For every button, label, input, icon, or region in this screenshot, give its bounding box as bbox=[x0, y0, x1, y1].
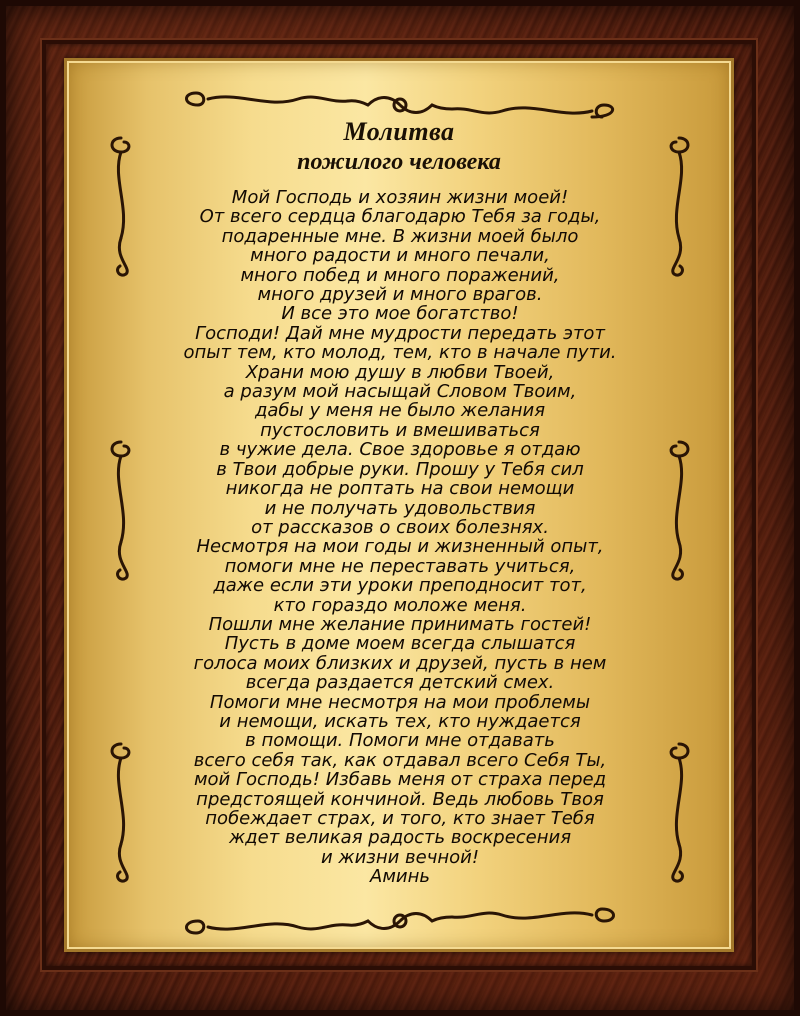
prayer-line: Пусть в доме моем всегда слышатся bbox=[224, 633, 576, 655]
prayer-line: всегда раздается детский смех. bbox=[245, 672, 555, 694]
prayer-line: кто гораздо моложе меня. bbox=[273, 594, 527, 616]
prayer-line: в чужие дела. Свое здоровье я отдаю bbox=[219, 439, 581, 461]
prayer-text bbox=[100, 188, 700, 887]
prayer-line: много друзей и много врагов. bbox=[257, 284, 543, 306]
bottom-scroll-ornament bbox=[178, 904, 622, 938]
prayer-line: Мой Господь и хозяин жизни моей! bbox=[231, 187, 569, 208]
prayer-line: Пошли мне желание принимать гостей! bbox=[208, 613, 592, 635]
prayer-line: и не получать удовольствия bbox=[264, 497, 536, 519]
prayer-line: в Твои добрые руки. Прошу у Тебя сил bbox=[216, 458, 584, 480]
prayer-line: голоса моих близких и друзей, пусть в нем bbox=[193, 652, 607, 674]
prayer-line: подаренные мне. В жизни моей было bbox=[221, 225, 579, 247]
prayer-line: много радости и много печали, bbox=[250, 245, 550, 267]
prayer-line: Храни мою душу в любви Твоей, bbox=[245, 361, 555, 383]
prayer-line: предстоящей кончиной. Ведь любовь Твоя bbox=[196, 788, 604, 810]
prayer-line: от рассказов о своих болезнях. bbox=[251, 516, 549, 538]
prayer-line: опыт тем, кто молод, тем, кто в начале пути. bbox=[183, 342, 617, 364]
prayer-line: и жизни вечной! bbox=[320, 846, 480, 868]
prayer-line: а разум мой насыщай Словом Твоим, bbox=[223, 381, 577, 403]
prayer-line: Помоги мне несмотря на мои проблемы bbox=[209, 691, 591, 713]
title-line-1: Молитва bbox=[343, 117, 455, 146]
prayer-line: дабы у меня не было желания bbox=[254, 400, 546, 422]
prayer-line: в помощи. Помоги мне отдавать bbox=[245, 730, 555, 752]
prayer-line: Аминь bbox=[370, 866, 430, 888]
prayer-line: Несмотря на мои годы и жизненный опыт, bbox=[196, 536, 604, 558]
prayer-line: И все это мое богатство! bbox=[281, 303, 519, 325]
prayer-line: никогда не роптать на свои немощи bbox=[225, 478, 575, 500]
title-line-2: пожилого человека bbox=[297, 149, 501, 175]
plaque-title bbox=[64, 118, 734, 176]
prayer-line: пустословить и вмешиваться bbox=[260, 419, 540, 441]
prayer-line: ждет великая радость воскресения bbox=[228, 827, 572, 849]
prayer-line: и немощи, искать тех, кто нуждается bbox=[219, 710, 581, 732]
prayer-line: Господи! Дай мне мудрости передать этот bbox=[195, 322, 605, 344]
prayer-line: От всего сердца благодарю Тебя за годы, bbox=[199, 206, 601, 228]
prayer-line: много побед и много поражений, bbox=[240, 264, 560, 286]
prayer-line: побеждает страх, и того, кто знает Тебя bbox=[205, 808, 595, 829]
prayer-line: помоги мне не переставать учиться, bbox=[224, 555, 576, 577]
prayer-line: всего себя так, как отдавал всего Себя Ты, bbox=[193, 749, 607, 771]
prayer-line: мой Господь! Избавь меня от страха перед bbox=[193, 769, 607, 791]
prayer-line: даже если эти уроки преподносит тот, bbox=[213, 575, 587, 597]
